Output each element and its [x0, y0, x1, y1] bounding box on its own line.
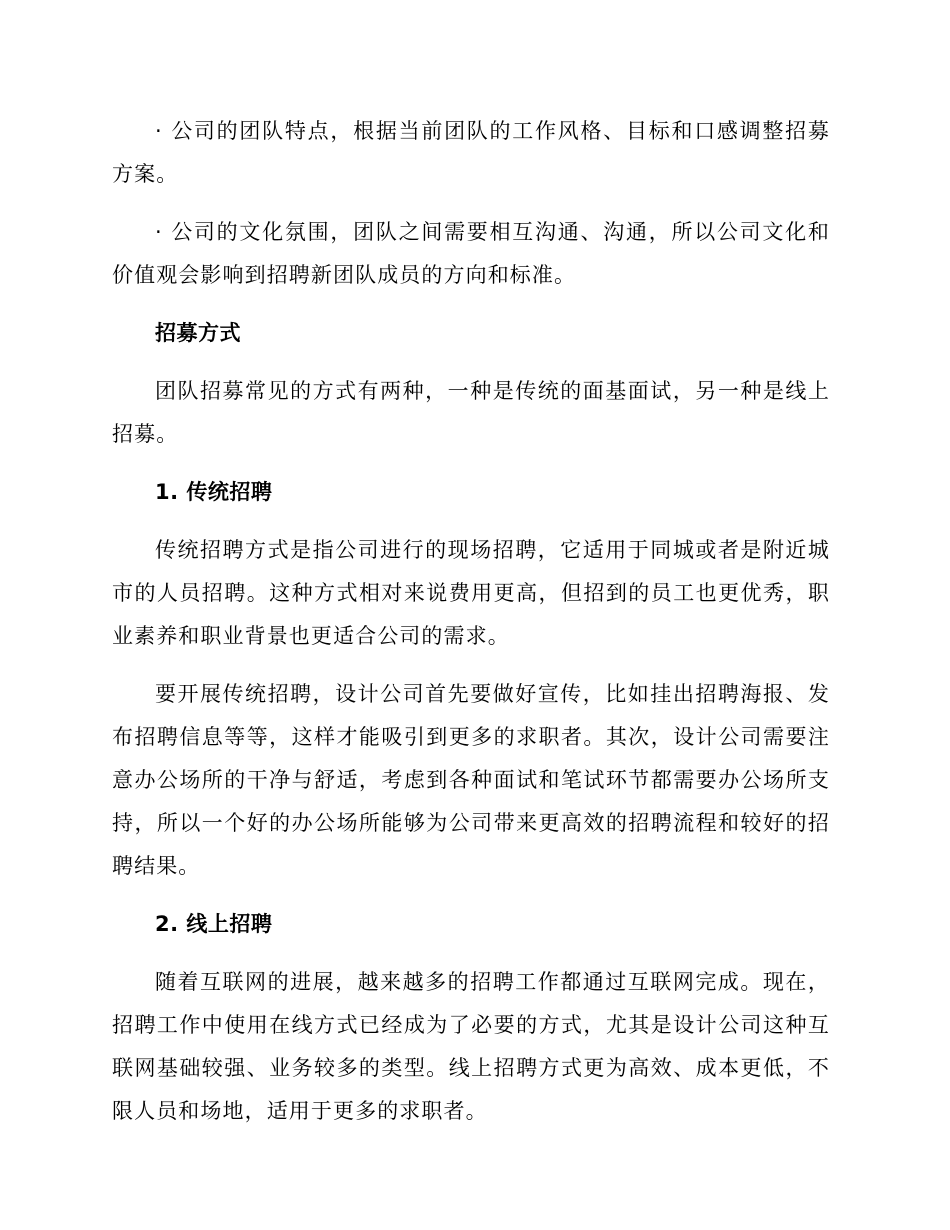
bullet-paragraph-culture: · 公司的文化氛围，团队之间需要相互沟通、沟通，所以公司文化和价值观会影响到招聘新团队成员的方向和标准。 — [112, 220, 830, 287]
paragraph-recruit-intro: 团队招募常见的方式有两种，一种是传统的面基面试，另一种是线上招募。 — [112, 379, 830, 446]
paragraph-traditional-howto: 要开展传统招聘，设计公司首先要做好宣传，比如挂出招聘海报、发布招聘信息等等，这样才能吸引到更多的求职者。其次，设计公司需要注意办公场所的干净与舒适，考虑到各种面试和笔试环节都需要办公场所支持，所以一个好的办公场所能够为公司带来更高效的招聘流程和较好的招聘结果。 — [112, 682, 830, 878]
section-heading-traditional: 1. 传统招聘 — [155, 480, 273, 504]
paragraph-online: 随着互联网的进展，越来越多的招聘工作都通过互联网完成。现在，招聘工作中使用在线方式已经成为了必要的方式，尤其是设计公司这种互联网基础较强、业务较多的类型。线上招聘方式更为高效、成本更低，不限人员和场地，适用于更多的求职者。 — [112, 970, 830, 1123]
section-heading-recruit-methods: 招募方式 — [155, 321, 241, 345]
bullet-paragraph-team-traits: · 公司的团队特点，根据当前团队的工作风格、目标和口感调整招募方案。 — [112, 119, 830, 186]
section-heading-online: 2. 线上招聘 — [155, 912, 273, 936]
paragraph-traditional-definition: 传统招聘方式是指公司进行的现场招聘，它适用于同城或者是附近城市的人员招聘。这种方式相对来说费用更高，但招到的员工也更优秀，职业素养和职业背景也更适合公司的需求。 — [112, 538, 830, 648]
document-body — [112, 110, 830, 1148]
